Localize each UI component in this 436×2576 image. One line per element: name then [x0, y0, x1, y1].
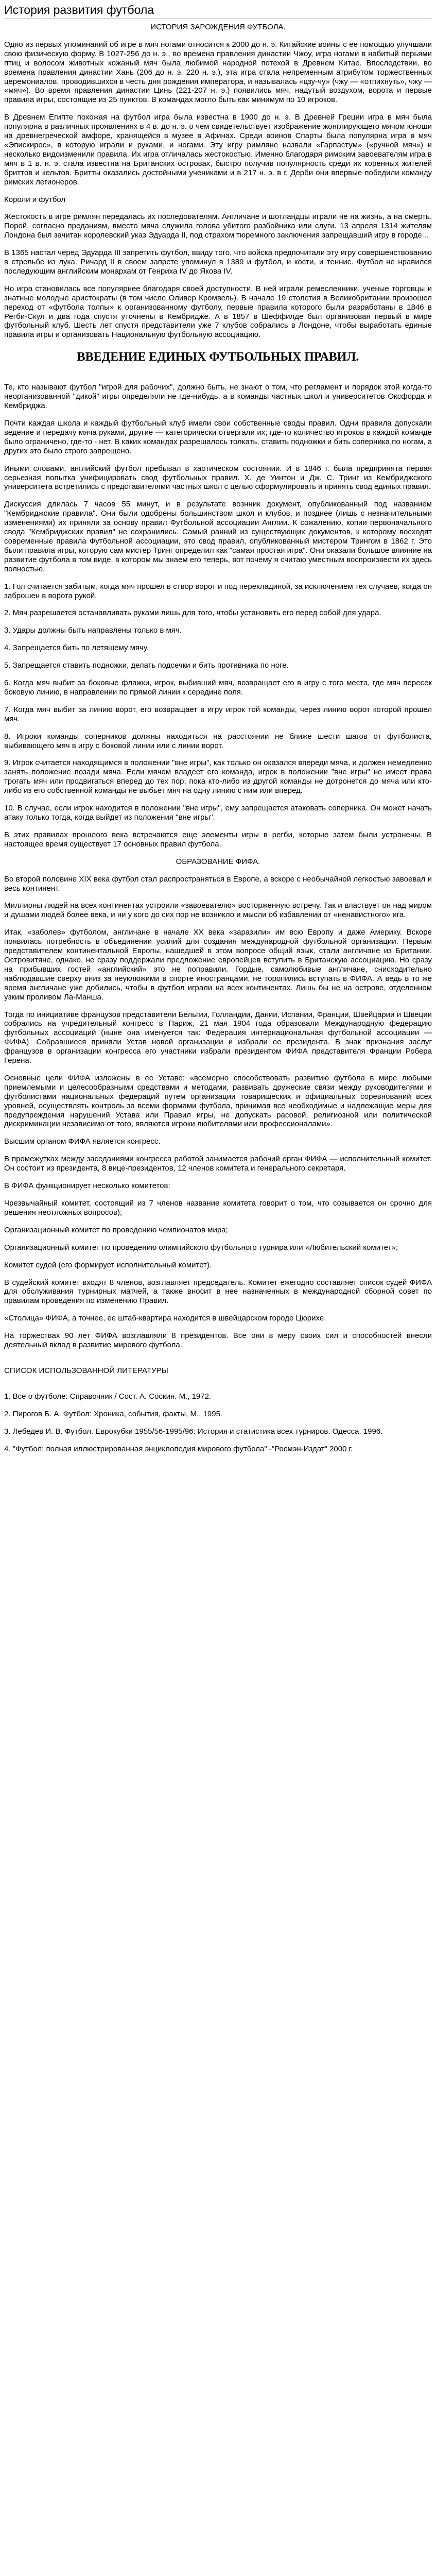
rule-item: 2. Мяч разрешается останавливать руками лишь для того, чтобы установить его перед собой для удара. — [4, 608, 381, 618]
reference-item — [4, 1419, 432, 1436]
paragraph: Тогда по инициативе французов представители Бельгии, Голландии, Дании, Испании, Франции, Швейцарии и Швеции собрались на учредительный конгресс в Париж, 21 мая 1904 года образовали Международную федерацию футбольных ассоциаций (ныне она именуется так: Федерация интернациональная футбольной ассоциации — ФИФА). Собравшиеся приняли Устав новой организации и избрали ее президента. В знак признания заслуг французов в организации конгресса его участники избрали президентом ФИФА представителя Франции Робера Герена. — [4, 1010, 432, 1065]
rule-item: 9. Игрок считается находящимся в положении "вне игры", как только он оказался впереди мяча, и должен немедленно занять положение позади мяча. Если мячом владеет его команда, игрок в положении "вне игры" не имеет права трогать мяч или продвигаться вперед до тех пор, пока кто-либо из другой команды не дотронется до мяча или кто-либо из его собственной команды не выбьет мяч на одну линию с ним или вперед. — [4, 758, 432, 795]
reference-item — [4, 1392, 432, 1401]
references-list — [4, 1392, 432, 1454]
rule-item: 1. Гол считается забитым, когда мяч прошел в створ ворот и под перекладиной, за исключением тех случаев, когда он заброшен в ворота рукой. — [4, 582, 432, 600]
paragraph: Итак, «заболев» футболом, англичане в начале XX века «заразили» им всю Европу и даже Америку. Вскоре появилась потребность в объединении усилий для создания международной футбольной организации. Первым представителем континентальной Европы, нашедшей в этом вопросе общий язык, стали англичане из Британии. Островитяне, однако, не сразу поддержали предложение европейцев вступить в Британскую ассоциацию. Но сразу на прибывших гостей «английский» это не поправили. Гордые, самолюбивые англичане, снисходительно наблюдавшие сверху вниз за неуклюжими в спорте иностранцами, не торопились вступать в ФИФА. А ведь в то же время англичане уже добились, чтобы в футбол играли на всех континентах. Лишь бы не на острове, отделенном узким проливом Ла-Манша. — [4, 928, 432, 1002]
paragraph: Жестокость в игре римлян передалась их последователям. Англичане и шотландцы играли не на жизнь, а на смерть. Порой, согласно преданиям, вместо мяча служила голова убитого разбойника или слуги. 13 апреля 1314 жителям Лондона был зачитан королевский указ Эдуарда II, под страхом тюремного заключения запрещавший игру в городе... — [4, 212, 432, 240]
rule-item: 10. В случае, если игрок находится в положении "вне игры", ему запрещается атаковать соперника. Он может начать атаку только тогда, когда выйдет из положения "вне игры". — [4, 804, 432, 822]
article-body — [4, 23, 432, 1454]
reference-text: 1. Все о футболе: Справочник / Сост. А. Соскин. М., 1972. — [4, 1392, 212, 1401]
paragraph: В 1365 настал черед Эдуарда III запретить футбол, ввиду того, что войска предпочитали эту игру совершенствованию в стрельбе из лука. Ричард II в своем запрете упоминул в 1389 и футбол, и кости, и теннис. Футбол не нравился последующим английским монархам от Генриха IV до Якова IV. — [4, 248, 432, 276]
subheading-kings: Короли и футбол — [4, 195, 66, 204]
paragraph: Но игра становилась все популярнее благодаря своей доступности. В ней играли ремесленники, ученые торговцы и знатные молодые аристократы (в том числе Оливер Кромвель). В начале 19 столетия в Великобритании произошел переход от «футбола толпы» к организованному футболу, первые правила которого были разработаны в 1846 в Регби-Скул и два года спустя уточнены в Кембридже. А в 1857 в Шеффилде был организован первый в мире футбольный клуб. Шесть лет спустя представители уже 7 клубов собрались в Лондоне, чтобы выработать единые правила игры и организовать Национальную футбольную ассоциацию. — [4, 284, 432, 340]
paragraph: Миллионы людей на всех континентах устроили «завоевателю» восторженную встречу. Так и властвует он над миром и душами людей более века, и ни у кого до сих пор не возникло и мысли об избавлении от «ненавистного» ига. — [4, 901, 432, 920]
paragraph: Организационный комитет по проведению чемпионатов мира; — [4, 1225, 228, 1234]
section-heading-rules: ВВЕДЕНИЕ ЕДИНЫХ ФУТБОЛЬНЫХ ПРАВИЛ. — [77, 350, 359, 364]
paragraph: В этих правилах прошлого века встречаются еще элементы игры в регби, которые затем были устранены. В настоящее время существует 17 основных правил футбола. — [4, 830, 432, 849]
paragraph: Основные цели ФИФА изложены в ее Уставе: «всемерно способствовать развитию футбола в мире любыми приемлемыми и целесообразными средствами и методами, развивать дружеские связи между руководителями и футболистами национальных федераций путем организации товарищеских и официальных соревнований всех уровней, осуществлять контроль за всеми формами футбола, принимая все необходимые и надлежащие меры для предупреждения нарушений Устава или Правил игры, не допускать расовой, религиозной или политической дискриминации независимо от того, являются игроки любителями или профессионалами». — [4, 1073, 432, 1129]
paragraph: Почти каждая школа и каждый футбольный клуб имели свои собственные своды правил. Одни правила допускали ведение и передачу мяча руками, другие — категорически отвергали их; где-то количество игроков в каждой команде было ограничено, где-то - нет. В каких командах разрешалось толкать, ставить подножки и бить соперника по ногам, а других это было строго запрещено. — [4, 419, 432, 455]
reference-text: 2. Пирогов Б. А. Футбол: Хроника, события, факты, М., 1995. — [4, 1409, 223, 1418]
references-heading: СПИСОК ИСПОЛЬЗОВАННОЙ ЛИТЕРАТУРЫ — [4, 1366, 168, 1375]
paragraph: Высшим органом ФИФА является конгресс. — [4, 1137, 161, 1146]
rule-item: 4. Запрещается бить по летящему мячу. — [4, 643, 149, 653]
paragraph: В промежутках между заседаниями конгресса работой занимается рабочий орган ФИФА — исполнительный комитет. Он состоит из президента, 8 вице-президентов, 12 членов комитета и генерального секретаря. — [4, 1155, 432, 1173]
paragraph: В судейский комитет входят 8 членов, возглавляет председатель. Комитет ежегодно составляет список судей ФИФА для обслуживания турнирных матчей, а также вносит в нее назначенных в международной сборной совет по правилам проведения по изменению Правил. — [4, 1278, 432, 1306]
rule-item: 6. Когда мяч выбит за боковые флажки, игрок, выбивший мяч, возвращает его в игру с того места, где мяч пересек боковую линию, в направлении по прямой линии к середине поля. — [4, 679, 432, 697]
paragraph: В ФИФА функционирует несколько комитетов: — [4, 1181, 170, 1191]
section-heading-fifa: ОБРАЗОВАНИЕ ФИФА. — [176, 857, 260, 866]
paragraph: В Древнем Египте похожая на футбол игра была известна в 1900 до н. э. В Древней Греции игра в мяч была популярна в различных проявлениях в 4 в. до н. э. о чем свидетельствует изображение жонглирующего мячом юноши на древнегреческой амфоре, хранящейся в музее в Афинах. Среди воинов Спарты была популярна игра в мяч «Эпискирос», в которую играли и руками, и ногами. Эту игру римляне назвали «Гарпастум» («ручной мяч») и несколько видоизменили правила. Их игра отличалась жестокостью. Именно благодаря римским завоевателям игра в мяч в 1 в. н. э. стала известна на Британских островах, быстро получив популярность среди их коренных жителей бриттов и кельтов. Бритты оказались достойными учениками и в 217 н. э. в г. Дерби они впервые победили команду римских легионеров. — [4, 113, 432, 187]
reference-item — [4, 1401, 432, 1419]
section-heading-origin: ИСТОРИЯ ЗАРОЖДЕНИЯ ФУТБОЛА. — [150, 23, 286, 31]
page-header — [0, 0, 436, 21]
reference-item — [4, 1436, 432, 1454]
paragraph: Комитет судей (его формирует исполнительный комитет). — [4, 1260, 212, 1269]
paragraph: Иными словами, английский футбол пребывал в хаотическом состоянии. И в 1846 г. была предпринята первая серьезная попытка унифицировать свод футбольных правил. Х. де Уинтон и Дж. С. Тринг из Кембриджского университета встретились с представителями частных школ с целью сформулировать и принять свод единых правил. — [4, 464, 432, 492]
reference-text: 4. "Футбол: полная иллюстрированная энциклопедия мирового футбола" -"Росмэн-Издат" 2000 г. — [4, 1444, 353, 1453]
rule-item: 3. Удары должны быть направлены только в мяч. — [4, 626, 182, 635]
reference-text: 3. Лебедев И. В. Футбол. Еврокубки 1955/56-1995/96: История и статистика всех турниров. Одесса, 1996. — [4, 1427, 383, 1436]
paragraph: Дискуссия длилась 7 часов 55 минут, и в результате вознник документ, опубликованный под названием "Кембриджские правила". Они были одобрены большинством школ и клубов, и позднее (лишь с незначительными изменениями) их приняли за основу правил Футбольной ассоциации Англии. К сожалению, копии первоначального свода "Кембриджских правил" не сохранились. Самый ранний из существующих документов, к которому восходят современные правила Футбольной ассоциации, это свод правил, опубликованный мистером Трингом в 1862 г. Это были правила игры, которую сам мистер Тринг определил как "самая простая игра". Они оказали большое влияние на развитие футбола в том виде, в котором мы знаем его теперь, вот почему я считаю уместным воспроизвести их здесь полностью. — [4, 500, 432, 573]
paragraph: «Столица» ФИФА, а точнее, ее штаб-квартира находится в швейцарском городе Цюрихе. — [4, 1314, 326, 1323]
paragraph: Чрезвычайный комитет, состоящий из 7 членов название комитета говорит о том, что созывается он срочно для решения неотложных вопросов); — [4, 1199, 432, 1217]
page-title: История развития футбола — [4, 3, 154, 16]
paragraph: Те, кто называют футбол "игрой для рабочих", должно быть, не знают о том, что регламент и порядок этой когда-то неорганизованной "дикой" игры определяли не где-нибудь, а в команды частных школ и университетов Оксфорда и Кембриджа. — [4, 383, 432, 411]
paragraph: На торжествах 90 лет ФИФА возглавляли 8 президентов. Все они в меру своих сил и способностей внесли деятельный вклад в развитие мирового футбола. — [4, 1331, 432, 1350]
rule-item: 8. Игроки команды соперников должны находиться на расстоянии не ближе шести шагов от футболиста, выбивающего мяч в игру с боковой линии или с линии ворот. — [4, 732, 432, 750]
paragraph: Организационный комитет по проведению олимпийского футбольного турнира или «Любительский комитет»; — [4, 1243, 398, 1252]
paragraph: Одно из первых упоминаний об игре в мяч ногами относится к 2000 до н. э. Китайские воины с ее помощью улучшали свою физическую форму. В 1027-256 до н. э., во времена правления династии Чжоу, игра ногами в набитый перьями птиц и волосом животных кожаный мяч была любимой народной потехой в Древнем Китае. Впоследствии, во времена правления династии Хань (206 до н. э. 220 н. э.), эта игра стала непременным атрибутом торжественных церемониалов, проводившихся в честь дня рождения императора, и называлась «цзу-чу» (чжу — «отпихнуть», чжу — «мяч»). Во время правления династии Цинь (221-207 н. э.) появились мяч, надутый воздухом, ворота и первые правила игры, состоящие из 25 пунктов. В командах могло быть как минимум по 10 игроков. — [4, 40, 432, 105]
rule-item: 7. Когда мяч выбит за линию ворот, его возвращает в игру игрок той команды, через линию ворот которой прошел мяч. — [4, 705, 432, 723]
rule-item: 5. Запрещается ставить подножки, делать подсечки и бить противника по ноге. — [4, 661, 289, 670]
paragraph: Во второй половине XIX века футбол стал распространяться в Европе, а вскоре с необычайной легкостью завоевал и весь континент. — [4, 874, 432, 893]
